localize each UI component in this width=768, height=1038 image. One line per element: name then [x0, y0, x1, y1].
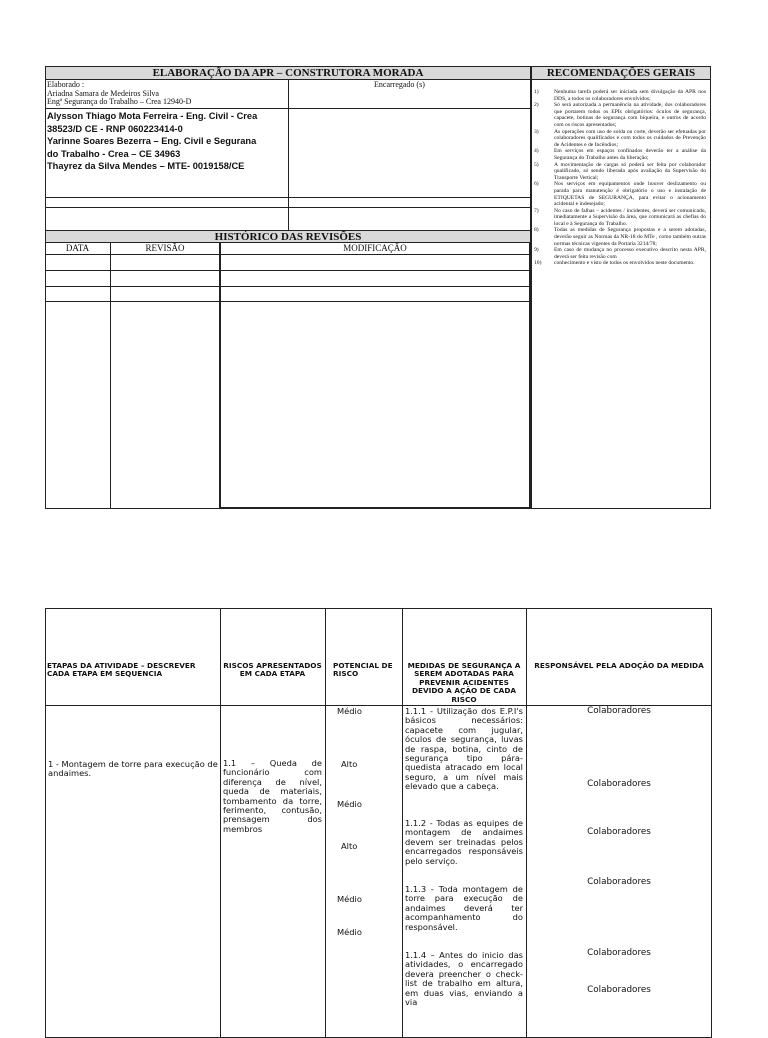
medida-1-1-2: 1.1.2 - Todas as equipes de montagem de andaimes devem ser treinadas pelos encarregados responsáveis pelo serviço. — [405, 818, 523, 866]
etapa-cell: 1 - Montagem de torre para execução de andaimes. — [48, 759, 218, 779]
recomendacoes-list — [534, 89, 706, 267]
risk-table-col-divider — [325, 608, 326, 1038]
recomendacoes-title: RECOMENDAÇÕES GERAIS — [531, 66, 711, 80]
historico-header-line — [45, 254, 531, 255]
medida-1-1-4: 1.1.4 – Antes do inicio das atividades, o encarregado devera preencher o check-list de trabalho em altura, em duas vias, enviando a via — [405, 950, 523, 1008]
engineer-line-1: Alysson Thiago Mota Ferreira - Eng. Civil - Crea — [47, 111, 258, 121]
historico-row-line — [45, 301, 531, 302]
responsavel-value: Colaboradores — [587, 779, 651, 789]
elaborado-name: Ariadna Samara de Medeiros Silva — [47, 88, 159, 98]
historico-col-divider — [219, 243, 221, 509]
potencial-value: Médio — [337, 706, 362, 716]
recomendacao-item: 4) Em serviços em espaços confinados deverão ter a análise da Segurança do Trabalho antes da liberação; — [534, 148, 706, 161]
elaborado-role: Engª Segurança do Trabalho – Crea 12940-D — [47, 97, 192, 106]
medida-1-1-3: 1.1.3 - Toda montagem de torre para execução de andaimes deverá ter acompanhamento do responsável. — [405, 884, 523, 932]
recomendacao-item: 9) Em caso de mudança no processo executivo descrito nesta APR, deverá ser feita revisão com — [534, 247, 706, 260]
recomendacao-item: 6) Nos serviços em equipamentos onde houver deslizamento ou parada para manutenção é obrigatório o uso e instalação de ETIQUETAS de SEGURANÇA, para evitar o acionamento acidental e indesejado; — [534, 181, 706, 208]
historico-col-data: DATA — [65, 243, 90, 253]
header-potencial: POTENCIAL DE RISCO — [333, 661, 393, 679]
medida-1-1-1: 1.1.1 - Utilização dos E.P.I's básicos necessários: capacete com jugular, óculos de segurança, luvas de raspa, botina, cinto de segurança tipo pára-quedista atracado em local seguro, a um nível mais elevado que a cabeça. — [405, 706, 523, 792]
potencial-value: Médio — [337, 799, 362, 809]
elaborado-label: Elaborado : — [47, 80, 85, 89]
engineer-line-4: do Trabalho - Crea – CE 34963 — [47, 148, 181, 159]
apr-divider-vertical — [288, 80, 289, 231]
header-responsavel: RESPONSÁVEL PELA ADOÇÃO DA MEDIDA — [534, 661, 704, 670]
potencial-value: Médio — [337, 894, 362, 904]
apr-row-line — [45, 197, 531, 198]
engineer-line-2: 38523/D CE - RNP 060223414-0 — [47, 123, 183, 134]
recomendacao-item: 1) Nenhuma tarefa poderá ser iniciada sem divulgação da APR nos DDS, a todos os colaboradores envolvidos; — [534, 89, 706, 102]
potencial-value: Médio — [337, 927, 362, 937]
recomendacao-item: 7) No caso de falhas – acidentes / incidentes, deverá ser comunicado, imediatamente a Supervisão da área, que comunicará as chefias do local e à Segurança do Trabalho. — [534, 207, 706, 227]
historico-col-divider — [110, 243, 111, 509]
responsavel-value: Colaboradores — [587, 827, 651, 837]
risk-table-col-divider — [526, 608, 527, 1038]
apr-divider-encarregado — [288, 108, 531, 109]
recomendacao-item: 8) Todas as medidas de Segurança propostas e a serem adotadas, deverão seguir as Normas da NR-18 do MTe , como também outras normas técnicas vigentes da Portaria 3214/78; — [534, 227, 706, 247]
responsavel-value: Colaboradores — [587, 877, 651, 887]
apr-title: ELABORAÇÃO DA APR – CONSTRUTORA MORADA — [45, 66, 531, 80]
header-medidas: MEDIDAS DE SEGURANÇA A SEREM ADOTADAS PARA PREVENIR ACIDENTES DEVIDO A AÇÃO DE CADA RISCO — [407, 661, 521, 704]
header-etapas: ETAPAS DA ATIVIDADE – DESCREVER CADA ETAPA EM SEQUENCIA — [47, 661, 196, 679]
header-riscos: RISCOS APRESENTADOS EM CADA ETAPA — [223, 661, 322, 679]
recomendacao-item: 2) Só será autorizada a permanência na atividade, dos colaboradores que portarem todos os EPIs obrigatórios: óculos de segurança, capacete, botinas de segurança com biqueira, e outros de acordo com os riscos apresentados; — [534, 102, 706, 128]
engineer-line-3: Yarinne Soares Bezerra – Eng. Civil e Segurana — [47, 136, 257, 147]
risco-cell: 1.1 – Queda de funcionário com diferença de nível, queda de materiais, tombamento da torre, ferimento, contusão, prensagem dos membros — [223, 758, 322, 834]
apr-divider-elaborado — [45, 108, 288, 109]
historico-row-line — [45, 286, 531, 287]
encarregado-label: Encarregado (s) — [374, 80, 425, 89]
recomendacao-item: 5) A movimentação de cargas só poderá ser feita por colaborador qualificado, só sendo liberada após avaliação da Supervisão do Transporte Vertical; — [534, 161, 706, 181]
historico-row-line — [219, 507, 531, 509]
recomendacao-item: 3) As operações com uso de solda ou corte, deverão ser efetuadas por colaboradores qualificados e com todos os cuidados de Prevenção de Acidentes e de Incêndios; — [534, 128, 706, 148]
responsavel-value: Colaboradores — [587, 985, 651, 995]
responsavel-value: Colaboradores — [587, 706, 651, 716]
apr-row-line — [45, 207, 531, 208]
potencial-value: Alto — [341, 841, 358, 851]
historico-row-line — [45, 270, 531, 271]
historico-col-revisao: REVISÃO — [145, 243, 185, 253]
responsavel-value: Colaboradores — [587, 948, 651, 958]
recomendacao-item: 10) conhecimento e visto de todos os envolvidos neste documento. — [534, 260, 695, 267]
potencial-value: Alto — [341, 759, 358, 769]
engineer-line-5: Thayrez da Silva Mendes – MTE- 0019158/CE — [47, 161, 245, 172]
historico-title: HISTÓRICO DAS REVISÕES — [45, 230, 531, 243]
historico-col-modificacao: MODIFICAÇÃO — [343, 243, 407, 253]
